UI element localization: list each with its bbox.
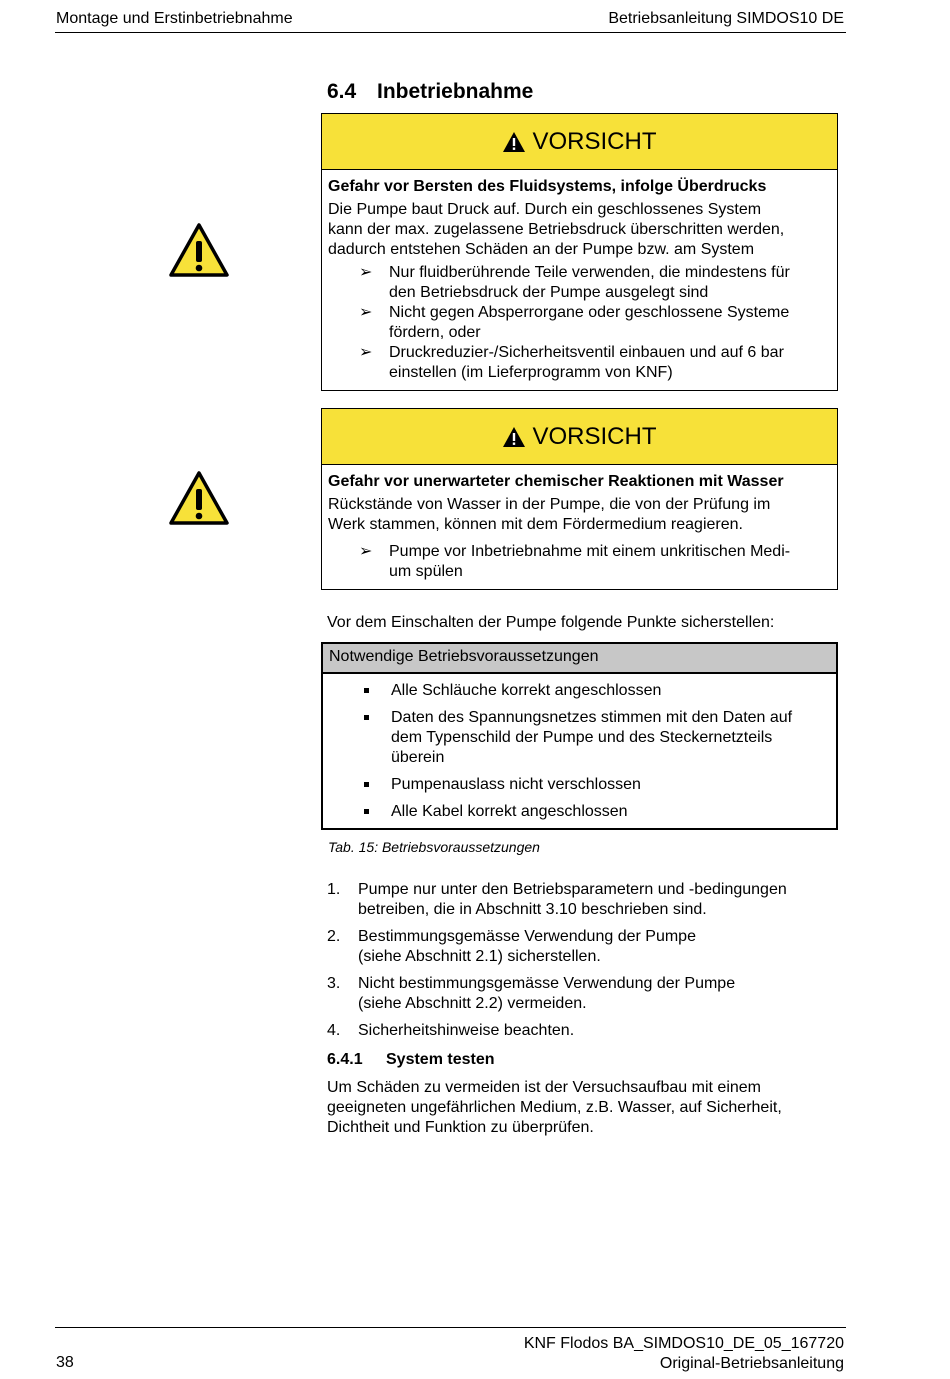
step-item (327, 974, 837, 1014)
step-line: Sicherheitshinweise beachten. (358, 1022, 575, 1039)
paragraph-line: Um Schäden zu vermeiden ist der Versuchsaufbau mit einem (327, 1079, 761, 1096)
measure-item (328, 343, 831, 383)
hazard-text-line: Die Pumpe baut Druck auf. Durch ein geschlossenes System (328, 201, 762, 218)
measure-item (328, 263, 831, 303)
list-item (329, 775, 830, 795)
list-item-line: Daten des Spannungsnetzes stimmen mit den Daten auf (391, 709, 793, 726)
measure-line: Nicht gegen Absperrorgane oder geschlossene Systeme (389, 304, 790, 321)
step-line: Bestimmungsgemässe Verwendung der Pumpe (358, 928, 696, 945)
warning-body (322, 465, 837, 588)
measure-line: einstellen (im Lieferprogramm von KNF) (389, 364, 673, 381)
table-header: Notwendige Betriebsvoraussetzungen (323, 644, 836, 674)
list-item-line: dem Typenschild der Pumpe und des Steckernetzteils (391, 729, 773, 746)
measure-line: fördern, oder (389, 324, 481, 341)
hazard-heading: Gefahr vor Bersten des Fluidsystems, infolge Überdrucks (328, 178, 767, 195)
subsection-title-text: System testen (386, 1051, 495, 1068)
measure-item (328, 542, 831, 582)
warning-header (322, 114, 837, 170)
subsection-number: 6.4.1 (327, 1051, 363, 1068)
table-caption: Tab. 15: Betriebsvoraussetzungen (328, 839, 540, 855)
hazard-text-line: dadurch entstehen Schäden an der Pumpe bzw. am System (328, 241, 755, 258)
intro-text: Vor dem Einschalten der Pumpe folgende Punkte sicherstellen: (327, 614, 775, 631)
hazard-heading: Gefahr vor unerwarteter chemischer Reaktionen mit Wasser (328, 473, 784, 490)
square-bullet-icon (364, 688, 369, 693)
subsection-text (327, 1078, 837, 1138)
footer-rule (55, 1327, 846, 1328)
signal-word: VORSICHT (532, 127, 657, 155)
step-line: betreiben, die in Abschnitt 3.10 beschrieben sind. (358, 901, 707, 918)
header-rule (55, 32, 846, 33)
list-item-line: Pumpenauslass nicht verschlossen (391, 776, 641, 793)
arrow-bullet-icon: ➢ (359, 304, 373, 321)
arrow-bullet-icon: ➢ (359, 344, 373, 361)
step-list (327, 880, 837, 1048)
square-bullet-icon (364, 809, 369, 814)
running-header-right: Betriebsanleitung SIMDOS10 DE (608, 10, 844, 27)
measure-list (328, 263, 831, 383)
list-item (329, 681, 830, 701)
hazard-text-line: Werk stammen, können mit dem Fördermedium reagieren. (328, 516, 743, 533)
list-item-line: überein (391, 749, 445, 766)
footer-doc-type: Original-Betriebsanleitung (659, 1355, 844, 1372)
measure-line: Druckreduzier-/Sicherheitsventil einbauen und auf 6 bar (389, 344, 784, 361)
measure-line: um spülen (389, 563, 463, 580)
subsection-title (327, 1051, 495, 1069)
step-number: 4. (327, 1022, 341, 1039)
warning-triangle-icon (502, 426, 526, 448)
footer-doc-id: KNF Flodos BA_SIMDOS10_DE_05_167720 (523, 1335, 844, 1352)
page-number: 38 (56, 1354, 74, 1371)
list-item (329, 802, 830, 822)
step-item (327, 880, 837, 920)
step-line: Nicht bestimmungsgemässe Verwendung der Pumpe (358, 975, 736, 992)
signal-word: VORSICHT (532, 422, 657, 450)
measure-line: Pumpe vor Inbetriebnahme mit einem unkritischen Medi- (389, 543, 791, 560)
measure-item (328, 303, 831, 343)
square-bullet-icon (364, 782, 369, 787)
warning-header (322, 409, 837, 465)
hazard-text-line: kann der max. zugelassene Betriebsdruck überschritten werden, (328, 221, 785, 238)
running-header-left: Montage und Erstinbetriebnahme (56, 10, 293, 27)
paragraph-line: geeigneten ungefährlichen Medium, z.B. Wasser, auf Sicherheit, (327, 1099, 782, 1116)
warning-body (322, 170, 837, 389)
list-item (329, 708, 830, 768)
step-item (327, 927, 837, 967)
warning-box-chemical-reaction (321, 408, 838, 590)
step-line: Pumpe nur unter den Betriebsparametern und -bedingungen (358, 881, 787, 898)
step-item (327, 1021, 837, 1041)
arrow-bullet-icon: ➢ (359, 543, 373, 560)
step-number: 1. (327, 881, 341, 898)
section-number: 6.4 (327, 80, 357, 103)
warning-triangle-icon (502, 131, 526, 153)
requirements-list (323, 674, 836, 828)
measure-line: den Betriebsdruck der Pumpe ausgelegt sind (389, 284, 709, 301)
arrow-bullet-icon: ➢ (359, 264, 373, 281)
warning-triangle-icon (168, 222, 230, 278)
section-title (327, 80, 533, 104)
paragraph-line: Dichtheit und Funktion zu überprüfen. (327, 1119, 594, 1136)
requirements-table (321, 642, 838, 830)
hazard-text-line: Rückstände von Wasser in der Pumpe, die von der Prüfung im (328, 496, 771, 513)
measure-line: Nur fluidberührende Teile verwenden, die mindestens für (389, 264, 790, 281)
square-bullet-icon (364, 715, 369, 720)
list-item-line: Alle Schläuche korrekt angeschlossen (391, 682, 662, 699)
list-item-line: Alle Kabel korrekt angeschlossen (391, 803, 628, 820)
step-number: 3. (327, 975, 341, 992)
warning-box-overpressure (321, 113, 838, 391)
step-number: 2. (327, 928, 341, 945)
measure-list (328, 542, 831, 582)
step-line: (siehe Abschnitt 2.1) sicherstellen. (358, 948, 601, 965)
warning-triangle-icon (168, 470, 230, 526)
section-title-text: Inbetriebnahme (377, 80, 534, 103)
step-line: (siehe Abschnitt 2.2) vermeiden. (358, 995, 587, 1012)
